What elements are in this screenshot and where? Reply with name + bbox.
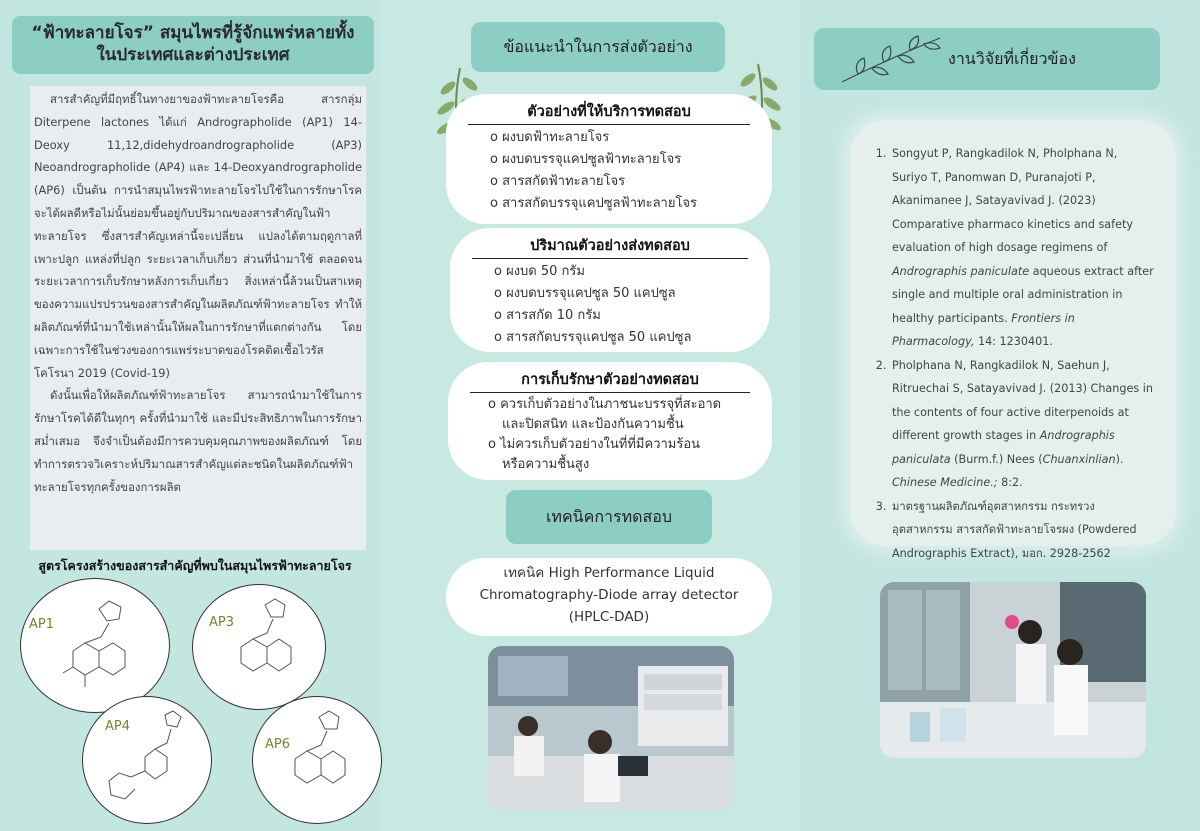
sample-types-card <box>446 94 772 224</box>
list-item: o สารสกัดบรรจุแคปซูล 50 แคปซูล <box>494 327 770 349</box>
structure-title: สูตรโครงสร้างของสารสำคัญที่พบในสมุนไพรฟ้าทะลายโจร <box>38 558 352 573</box>
list-item: o สารสกัดบรรจุแคปซูลฟ้าทะลายโจร <box>490 193 772 215</box>
list-item: o ผงบดฟ้าทะลายโจร <box>490 127 772 149</box>
compound-ap3-label: AP3 <box>209 615 235 630</box>
intro-paragraph-2: ดังนั้นเพื่อให้ผลิตภัณฑ์ฟ้าทะลายโจร สามารถนำมาใช้ในการรักษาโรคได้ดีในทุกๆ ครั้งที่นำมาใช้ และมีประสิทธิภาพในการรักษาสม่ำเสมอ จึงจำเป็นต้องมีการควบคุมคุณภาพของผลิตภัณฑ์ โดยทำการตรวจวิเคราะห์ปริมาณสารสำคัญแต่ละชนิดในผลิตภัณฑ์ฟ้าทะลายโจรทุกครั้งของการผลิต <box>34 388 362 494</box>
left-title-line2: ในประเทศและต่างประเทศ <box>96 45 290 65</box>
hplc-lab-photo <box>488 646 734 810</box>
sample-storage-card <box>448 362 772 480</box>
reference-item-2: 2. Pholphana N, Rangkadilok N, Saehun J, Ritruechai S, Satayavivad J. (2013) Changes in the contents of four active diterpenoids at different growth stages in Andrographis paniculata (Burm.f.) Nees (Chuanxinlian). Chinese Medicine.; 8:2. <box>890 354 1154 495</box>
technique-line-2: Chromatography-Diode array detector <box>479 587 739 603</box>
compound-ap4-label: AP4 <box>105 719 131 734</box>
molecule-icon <box>83 697 213 825</box>
intro-text <box>30 86 366 550</box>
reference-item-1: 1. Songyut P, Rangkadilok N, Pholphana N, Suriyo T, Panomwan D, Puranajoti P, Akanimanee J, Satayavivad J. (2023) Comparative pharmaco kinetics and safety evaluation of high dosage regimens of Andrographis paniculate aqueous extract after single and multiple oral administration in healthy participants. Frontiers in Pharmacology, 14: 1230401. <box>890 142 1154 354</box>
molecule-icon <box>253 697 383 825</box>
sample-quantity-card <box>450 228 770 352</box>
references-card <box>850 120 1176 560</box>
compound-ap4-structure <box>82 696 212 824</box>
technique-line-1: เทคนิค High Performance Liquid <box>503 565 715 581</box>
test-technique-title: เทคนิคการทดสอบ <box>506 490 712 544</box>
sample-quantity-heading: ปริมาณตัวอย่างส่งทดสอบ <box>472 234 748 259</box>
left-title-line1: “ฟ้าทะลายโจร” สมุนไพรที่รู้จักแพร่หลายทั้ง <box>31 23 355 43</box>
lab-researchers-photo <box>880 582 1146 758</box>
related-research-title: งานวิจัยที่เกี่ยวข้อง <box>814 28 1160 90</box>
compound-ap1-structure <box>20 578 170 713</box>
sample-guide-title: ข้อแนะนำในการส่งตัวอย่าง <box>471 22 725 72</box>
molecule-icon <box>193 585 327 711</box>
compound-ap6-structure <box>252 696 382 824</box>
left-title <box>12 16 374 74</box>
leaf-branch-top-icon <box>836 30 946 90</box>
sample-types-heading: ตัวอย่างที่ให้บริการทดสอบ <box>468 100 750 125</box>
list-item: o ผงบดบรรจุแคปซูล 50 แคปซูล <box>494 283 770 305</box>
list-item: o ผงบดบรรจุแคปซูลฟ้าทะลายโจร <box>490 149 772 171</box>
compound-ap3-structure <box>192 584 326 710</box>
technique-line-3: (HPLC-DAD) <box>568 609 650 625</box>
list-item: o ไม่ควรเก็บตัวอย่างในที่ที่มีความร้อน หรือความชื้นสูง <box>488 435 772 475</box>
compound-ap6-label: AP6 <box>265 737 291 752</box>
compound-ap1-label: AP1 <box>29 617 55 632</box>
intro-paragraph-1: สารสำคัญที่มีฤทธิ์ในทางยาของฟ้าทะลายโจรคือ สารกลุ่ม Diterpene lactones ได้แก่ Andrographolide (AP1) 14-Deoxy 11,12,didehydroandrographolide (AP3) Neoandrographolide (AP4) และ 14-Deoxyandrographolide (AP6) เป็นต้น การนำสมุนไพรฟ้าทะลายโจรไปใช้ในการรักษาโรคจะได้ผลดีหรือไม่นั้นย่อมขึ้นอยู่กับปริมาณของสารสำคัญในฟ้าทะลายโจร ซึ่งสารสำคัญเหล่านี้จะเปลี่ยน แปลงได้ตามฤดูกาลที่เพาะปลูก แหล่งที่ปลูก ระยะเวลาเก็บเกี่ยว ส่วนที่นำมาใช้ ตลอดจนระยะเวลาการเก็บรักษาหลังการเก็บเกี่ยว สิ่งเหล่านี้ล้วนเป็นสาเหตุของความแปรปรวนของสารสำคัญในผลิตภัณฑ์ฟ้าทะลายโจร ทำให้ผลิตภัณฑ์ที่นำมาใช้เหล่านั้นให้ผลในการรักษาที่แตกต่างกัน โดยเฉพาะการใช้ในช่วงของการแพร่ระบาดของโรคติดเชื้อไวรัสโคโรนา 2019 (Covid-19) <box>34 92 362 380</box>
reference-item-3: 3. มาตรฐานผลิตภัณฑ์อุตสาหกรรม กระทรวงอุตสาหกรรม สารสกัดฟ้าทะลายโจรผง (Powdered Andrographis Extract), มอก. 2928-2562 <box>890 495 1154 566</box>
list-item: o สารสกัดฟ้าทะลายโจร <box>490 171 772 193</box>
list-item: o ผงบด 50 กรัม <box>494 261 770 283</box>
list-item: o สารสกัด 10 กรัม <box>494 305 770 327</box>
sample-storage-heading: การเก็บรักษาตัวอย่างทดสอบ <box>470 368 750 393</box>
test-technique-card <box>446 558 772 636</box>
list-item: o ควรเก็บตัวอย่างในภาชนะบรรจุที่สะอาด และปิดสนิท และป้องกันความชื้น <box>488 395 772 435</box>
molecule-icon <box>21 579 171 714</box>
